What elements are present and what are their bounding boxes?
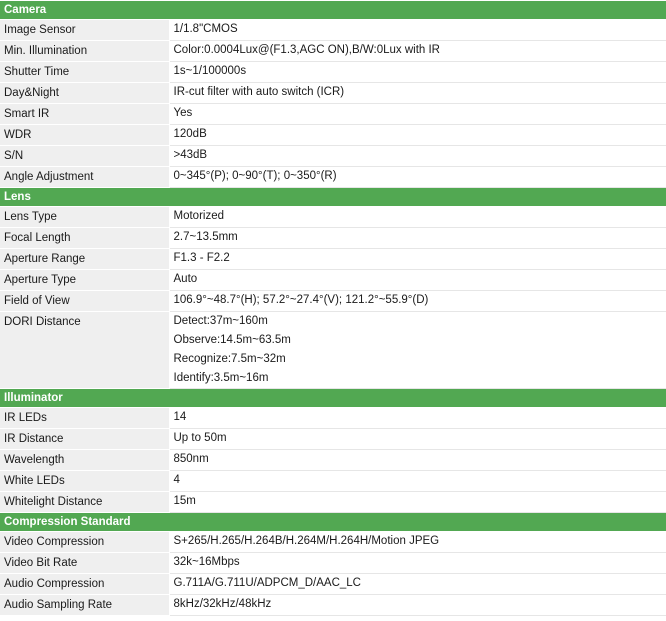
spec-value — [169, 270, 666, 291]
spec-row — [0, 41, 666, 62]
spec-value-line: 32k~16Mbps — [173, 556, 240, 568]
spec-row — [0, 574, 666, 595]
spec-label: IR LEDs — [0, 408, 169, 429]
spec-value-line: F1.3 - F2.2 — [173, 252, 230, 264]
spec-row — [0, 553, 666, 574]
spec-label: Field of View — [0, 291, 169, 312]
spec-value — [169, 291, 666, 312]
spec-label: Angle Adjustment — [0, 167, 169, 188]
section-title: Compression Standard — [0, 513, 666, 532]
spec-row — [0, 429, 666, 450]
spec-row — [0, 83, 666, 104]
spec-row — [0, 532, 666, 553]
spec-label: Aperture Type — [0, 270, 169, 291]
spec-label: Aperture Range — [0, 249, 169, 270]
spec-value-line: 120dB — [173, 128, 207, 140]
spec-value — [169, 41, 666, 62]
spec-value-line: Auto — [173, 273, 198, 285]
spec-label: WDR — [0, 125, 169, 146]
spec-value — [169, 104, 666, 125]
spec-label: Whitelight Distance — [0, 492, 169, 513]
spec-value — [169, 167, 666, 188]
section-title: Camera — [0, 1, 666, 20]
spec-label: Shutter Time — [0, 62, 169, 83]
spec-value-line: Identify:3.5m~16m — [173, 372, 269, 384]
spec-row — [0, 408, 666, 429]
spec-value-line: 15m — [173, 495, 196, 507]
spec-row — [0, 249, 666, 270]
spec-row — [0, 20, 666, 41]
spec-label: Video Bit Rate — [0, 553, 169, 574]
spec-value-line: G.711A/G.711U/ADPCM_D/AAC_LC — [173, 577, 361, 589]
spec-row — [0, 228, 666, 249]
spec-value-line: Recognize:7.5m~32m — [173, 353, 286, 365]
spec-value — [169, 553, 666, 574]
spec-label: DORI Distance — [0, 312, 169, 389]
spec-row — [0, 146, 666, 167]
spec-value-line: 4 — [173, 474, 180, 486]
spec-value-line: 1/1.8"CMOS — [173, 23, 238, 35]
spec-label: Video Compression — [0, 532, 169, 553]
spec-value — [169, 429, 666, 450]
spec-row — [0, 125, 666, 146]
spec-row — [0, 312, 666, 389]
section-header — [0, 188, 666, 207]
spec-row — [0, 207, 666, 228]
spec-label: Wavelength — [0, 450, 169, 471]
spec-value — [169, 408, 666, 429]
spec-value-line: 14 — [173, 411, 187, 423]
spec-row — [0, 167, 666, 188]
spec-row — [0, 291, 666, 312]
spec-value-line: 106.9°~48.7°(H); 57.2°~27.4°(V); 121.2°~55.9°(D) — [173, 294, 429, 306]
spec-value-line: 850nm — [173, 453, 209, 465]
spec-label: Image Sensor — [0, 20, 169, 41]
spec-value — [169, 207, 666, 228]
spec-value-line: Detect:37m~160m — [173, 315, 268, 327]
spec-value — [169, 595, 666, 616]
spec-value — [169, 471, 666, 492]
spec-value-line: Color:0.0004Lux@(F1.3,AGC ON),B/W:0Lux with IR — [173, 44, 440, 56]
spec-value — [169, 249, 666, 270]
spec-label: Focal Length — [0, 228, 169, 249]
spec-label: Smart IR — [0, 104, 169, 125]
section-title: Lens — [0, 188, 666, 207]
section-header — [0, 513, 666, 532]
spec-label: Lens Type — [0, 207, 169, 228]
spec-value — [169, 83, 666, 104]
spec-value-line: 8kHz/32kHz/48kHz — [173, 598, 272, 610]
spec-label: Audio Compression — [0, 574, 169, 595]
spec-row — [0, 62, 666, 83]
spec-value-line: IR-cut filter with auto switch (ICR) — [173, 86, 345, 98]
spec-row — [0, 595, 666, 616]
spec-value-line: Observe:14.5m~63.5m — [173, 334, 291, 346]
spec-value-line: 1s~1/100000s — [173, 65, 247, 77]
spec-table-body — [0, 1, 666, 616]
spec-value-line: 0~345°(P); 0~90°(T); 0~350°(R) — [173, 170, 337, 182]
spec-row — [0, 492, 666, 513]
spec-value — [169, 228, 666, 249]
spec-value-line: Yes — [173, 107, 193, 119]
spec-value — [169, 492, 666, 513]
spec-label: White LEDs — [0, 471, 169, 492]
spec-value — [169, 146, 666, 167]
spec-value — [169, 574, 666, 595]
spec-row — [0, 450, 666, 471]
section-header — [0, 389, 666, 408]
spec-label: Day&Night — [0, 83, 169, 104]
spec-label: Audio Sampling Rate — [0, 595, 169, 616]
spec-value — [169, 20, 666, 41]
spec-value-line: >43dB — [173, 149, 208, 161]
spec-value — [169, 450, 666, 471]
spec-value — [169, 62, 666, 83]
spec-value-line: Motorized — [173, 210, 224, 222]
spec-value — [169, 532, 666, 553]
spec-value-line: S+265/H.265/H.264B/H.264M/H.264H/Motion JPEG — [173, 535, 440, 547]
spec-row — [0, 471, 666, 492]
spec-label: S/N — [0, 146, 169, 167]
spec-label: IR Distance — [0, 429, 169, 450]
section-header — [0, 1, 666, 20]
spec-row — [0, 104, 666, 125]
section-title: Illuminator — [0, 389, 666, 408]
spec-row — [0, 270, 666, 291]
spec-value-line: Up to 50m — [173, 432, 227, 444]
spec-value — [169, 312, 666, 389]
spec-label: Min. Illumination — [0, 41, 169, 62]
spec-value — [169, 125, 666, 146]
spec-value-line: 2.7~13.5mm — [173, 231, 238, 243]
